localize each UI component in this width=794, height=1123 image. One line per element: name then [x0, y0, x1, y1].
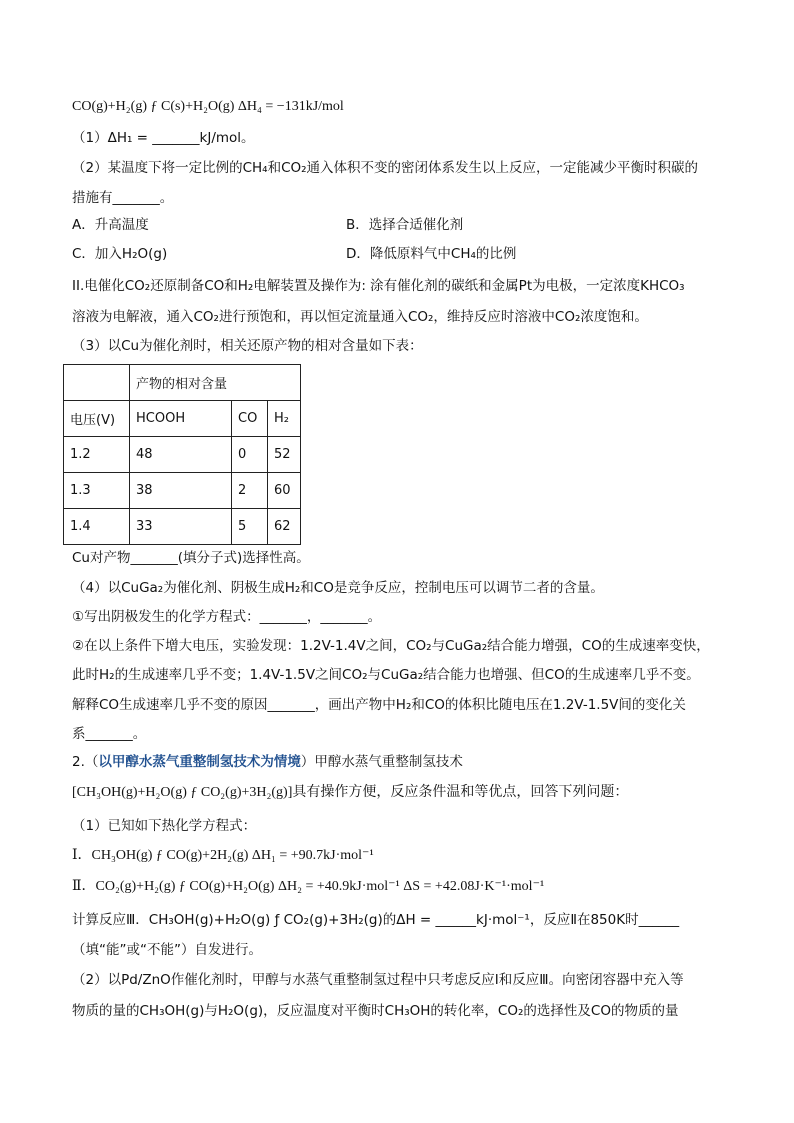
- equation-line: CO(g)+H₂(g) ƒ C(s)+H₂O(g) ΔH₄ = −131kJ/mol: [72, 99, 344, 114]
- problem-2-number: 2.（: [72, 754, 99, 770]
- table-row: [64, 509, 301, 545]
- question-4-part2-cont: 此时H₂的生成速率几乎不变；1.4V-1.5V之间CO₂与CuGa₂结合能力也增强、但CO的生成速率几乎不变。: [72, 667, 700, 683]
- question-1: （1）ΔH₁ = _______kJ/mol。: [72, 130, 255, 146]
- table-subheader-row: [64, 401, 301, 437]
- reaction-iii-question: 计算反应Ⅲ．CH₃OH(g)+H₂O(g) ƒ CO₂(g)+3H₂(g)的ΔH = ______kJ·mol⁻¹，反应Ⅱ在850K时______: [72, 912, 680, 928]
- table-row: [64, 473, 301, 509]
- cell-h2: 62: [268, 509, 301, 545]
- cell-voltage: 1.4: [64, 509, 130, 545]
- cell-h2: 52: [268, 437, 301, 473]
- problem-2-q2: （2）以Pd/ZnO作催化剂时，甲醇与水蒸气重整制氢过程中只考虑反应Ⅰ和反应Ⅲ。向密闭容器中充入等: [72, 972, 684, 988]
- problem-2-topic: ）甲醇水蒸气重整制氢技术: [300, 754, 463, 770]
- reaction-i: Ⅰ．CH₃OH(g) ƒ CO(g)+2H₂(g) ΔH₁ = +90.7kJ·mol⁻¹: [72, 848, 374, 863]
- table-corner-cell: [64, 365, 130, 401]
- problem-2-context: 以甲醇水蒸气重整制氢技术为情境: [98, 754, 301, 770]
- problem-2-q1: （1）已知如下热化学方程式：: [72, 818, 257, 834]
- table-header-row: [64, 365, 301, 401]
- question-2-cont: 措施有_______。: [72, 190, 174, 206]
- question-2: （2）某温度下将一定比例的CH₄和CO₂通入体积不变的密闭体系发生以上反应，一定能减少平衡时积碳的: [72, 160, 699, 176]
- question-3-answer: Cu对产物_______(填分子式)选择性高。: [72, 550, 310, 566]
- col-header-co: CO: [232, 401, 268, 437]
- cell-co: 5: [232, 509, 268, 545]
- question-4-part2-cont3: 系_______。: [72, 726, 147, 742]
- section-ii-intro: II.电催化CO₂还原制备CO和H₂电解装置及操作为: 涂有催化剂的碳纸和金属Pt为电极，一定浓度KHCO₃: [72, 278, 685, 294]
- table-group-header: 产物的相对含量: [130, 365, 301, 401]
- cell-h2: 60: [268, 473, 301, 509]
- option-c: C．加入H₂O(g): [72, 246, 168, 262]
- cell-hcooh: 38: [130, 473, 232, 509]
- cell-hcooh: 33: [130, 509, 232, 545]
- reaction-iii-question-cont: （填“能”或“不能”）自发进行。: [72, 942, 262, 958]
- voltage-header: 电压(V): [64, 401, 130, 437]
- section-ii-intro-cont: 溶液为电解液，通入CO₂进行预饱和，再以恒定流量通入CO₂，维持反应时溶液中CO₂浓度饱和。: [72, 309, 648, 325]
- cell-hcooh: 48: [130, 437, 232, 473]
- table-row: [64, 437, 301, 473]
- question-3: （3）以Cu为催化剂时，相关还原产物的相对含量如下表：: [72, 338, 423, 354]
- problem-2-heading: [72, 752, 463, 772]
- question-4-part1: ①写出阴极发生的化学方程式：_______，_______。: [72, 609, 382, 625]
- question-4-part2-cont2: 解释CO生成速率几乎不变的原因_______，画出产物中H₂和CO的体积比随电压在1.2V-1.5V间的变化关: [72, 697, 686, 713]
- question-4: （4）以CuGa₂为催化剂、阴极生成H₂和CO是竞争反应，控制电压可以调节二者的含量。: [72, 580, 604, 596]
- question-4-part2: ②在以上条件下增大电压，实验发现：1.2V-1.4V之间，CO₂与CuGa₂结合能力增强，CO的生成速率变快，: [72, 638, 710, 654]
- option-d: D．降低原料气中CH₄的比例: [346, 246, 517, 262]
- cell-voltage: 1.2: [64, 437, 130, 473]
- col-header-hcooh: HCOOH: [130, 401, 232, 437]
- problem-2-q2-cont: 物质的量的CH₃OH(g)与H₂O(g)，反应温度对平衡时CH₃OH的转化率，CO₂的选择性及CO的物质的量: [72, 1003, 679, 1019]
- col-header-h2: H₂: [268, 401, 301, 437]
- cell-voltage: 1.3: [64, 473, 130, 509]
- option-b: B．选择合适催化剂: [346, 217, 464, 233]
- products-table: [63, 364, 301, 545]
- overall-reaction: [CH₃OH(g)+H₂O(g) ƒ CO₂(g)+3H₂(g)]具有操作方便，反应条件温和等优点，回答下列问题：: [72, 785, 629, 800]
- cell-co: 2: [232, 473, 268, 509]
- reaction-ii: Ⅱ．CO₂(g)+H₂(g) ƒ CO(g)+H₂O(g) ΔH₂ = +40.9kJ·mol⁻¹ ΔS = +42.08J·K⁻¹·mol⁻¹: [72, 879, 545, 894]
- cell-co: 0: [232, 437, 268, 473]
- option-a: A．升高温度: [72, 217, 149, 233]
